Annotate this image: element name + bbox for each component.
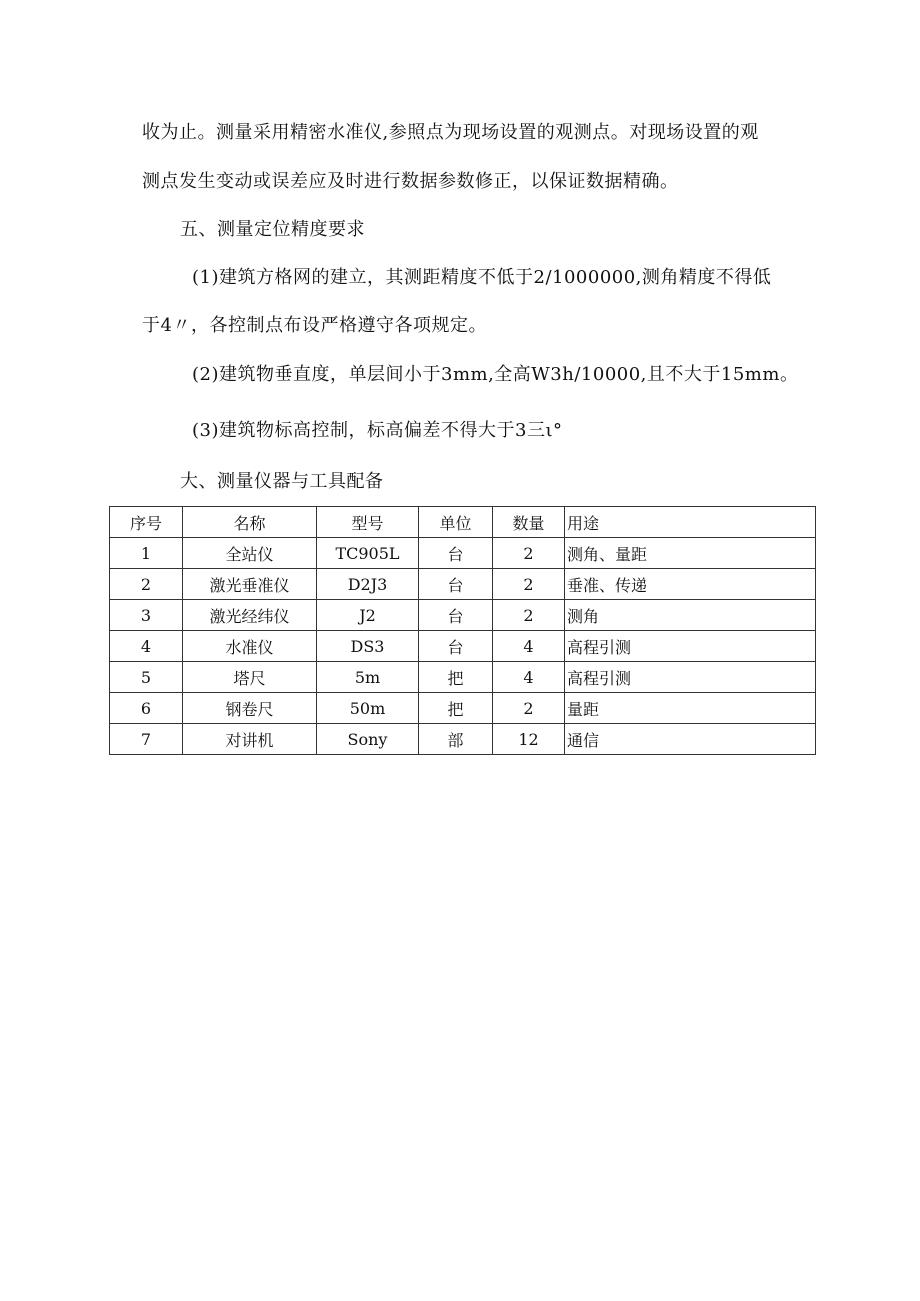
- cell-quantity: 4: [493, 631, 565, 662]
- header-cell-usage: 用途: [565, 507, 816, 538]
- table-row: [110, 631, 816, 662]
- cell-usage: 测角、量距: [565, 538, 816, 569]
- cell-index: 2: [110, 569, 183, 600]
- cell-usage: 高程引测: [565, 662, 816, 693]
- precision-item-3: (3)建筑物标高控制，标高偏差不得大于3三ι°: [192, 420, 563, 441]
- cell-usage: 量距: [565, 693, 816, 724]
- cell-model: 50m: [317, 693, 419, 724]
- cell-name: 全站仪: [183, 538, 317, 569]
- cell-name: 对讲机: [183, 724, 317, 755]
- cell-name: 激光垂准仪: [183, 569, 317, 600]
- cell-usage: 测角: [565, 600, 816, 631]
- cell-unit: 把: [419, 693, 493, 724]
- cell-index: 1: [110, 538, 183, 569]
- header-cell-index: 序号: [110, 507, 183, 538]
- cell-name: 水准仪: [183, 631, 317, 662]
- cell-model: 5m: [317, 662, 419, 693]
- cell-index: 5: [110, 662, 183, 693]
- header-cell-unit: 单位: [419, 507, 493, 538]
- cell-model: D2J3: [317, 569, 419, 600]
- cell-usage: 高程引测: [565, 631, 816, 662]
- cell-index: 4: [110, 631, 183, 662]
- cell-unit: 台: [419, 600, 493, 631]
- cell-unit: 部: [419, 724, 493, 755]
- section-heading-6: 大、测量仪器与工具配备: [180, 471, 384, 492]
- cell-unit: 台: [419, 569, 493, 600]
- cell-quantity: 12: [493, 724, 565, 755]
- cell-model: Sony: [317, 724, 419, 755]
- cell-model: TC905L: [317, 538, 419, 569]
- table-row: [110, 569, 816, 600]
- cell-name: 钢卷尺: [183, 693, 317, 724]
- cell-model: DS3: [317, 631, 419, 662]
- cell-quantity: 4: [493, 662, 565, 693]
- cell-index: 3: [110, 600, 183, 631]
- paragraph-line: 收为止。测量采用精密水准仪,参照点为现场设置的观测点。对现场设置的观: [142, 122, 759, 143]
- header-cell-name: 名称: [183, 507, 317, 538]
- table-row: [110, 662, 816, 693]
- cell-index: 6: [110, 693, 183, 724]
- cell-model: J2: [317, 600, 419, 631]
- section-heading-5: 五、测量定位精度要求: [180, 219, 365, 240]
- precision-item-2: (2)建筑物垂直度，单层间小于3mm,全高W3h/10000,且不大于15mm。: [192, 364, 799, 385]
- header-cell-model: 型号: [317, 507, 419, 538]
- cell-unit: 把: [419, 662, 493, 693]
- cell-index: 7: [110, 724, 183, 755]
- table-row: [110, 600, 816, 631]
- precision-item-1-cont: 于4〃，各控制点布设严格遵守各项规定。: [142, 315, 487, 336]
- cell-unit: 台: [419, 538, 493, 569]
- cell-usage: 垂准、传递: [565, 569, 816, 600]
- table-header-row: [110, 507, 816, 538]
- cell-name: 激光经纬仪: [183, 600, 317, 631]
- cell-usage: 通信: [565, 724, 816, 755]
- equipment-table: [109, 506, 816, 755]
- table-row: [110, 724, 816, 755]
- cell-name: 塔尺: [183, 662, 317, 693]
- cell-quantity: 2: [493, 538, 565, 569]
- precision-item-1: (1)建筑方格网的建立，其测距精度不低于2/1000000,测角精度不得低: [192, 267, 772, 288]
- paragraph-line: 测点发生变动或误差应及时进行数据参数修正，以保证数据精确。: [142, 171, 679, 192]
- cell-unit: 台: [419, 631, 493, 662]
- header-cell-quantity: 数量: [493, 507, 565, 538]
- table-row: [110, 693, 816, 724]
- cell-quantity: 2: [493, 569, 565, 600]
- table-row: [110, 538, 816, 569]
- cell-quantity: 2: [493, 600, 565, 631]
- cell-quantity: 2: [493, 693, 565, 724]
